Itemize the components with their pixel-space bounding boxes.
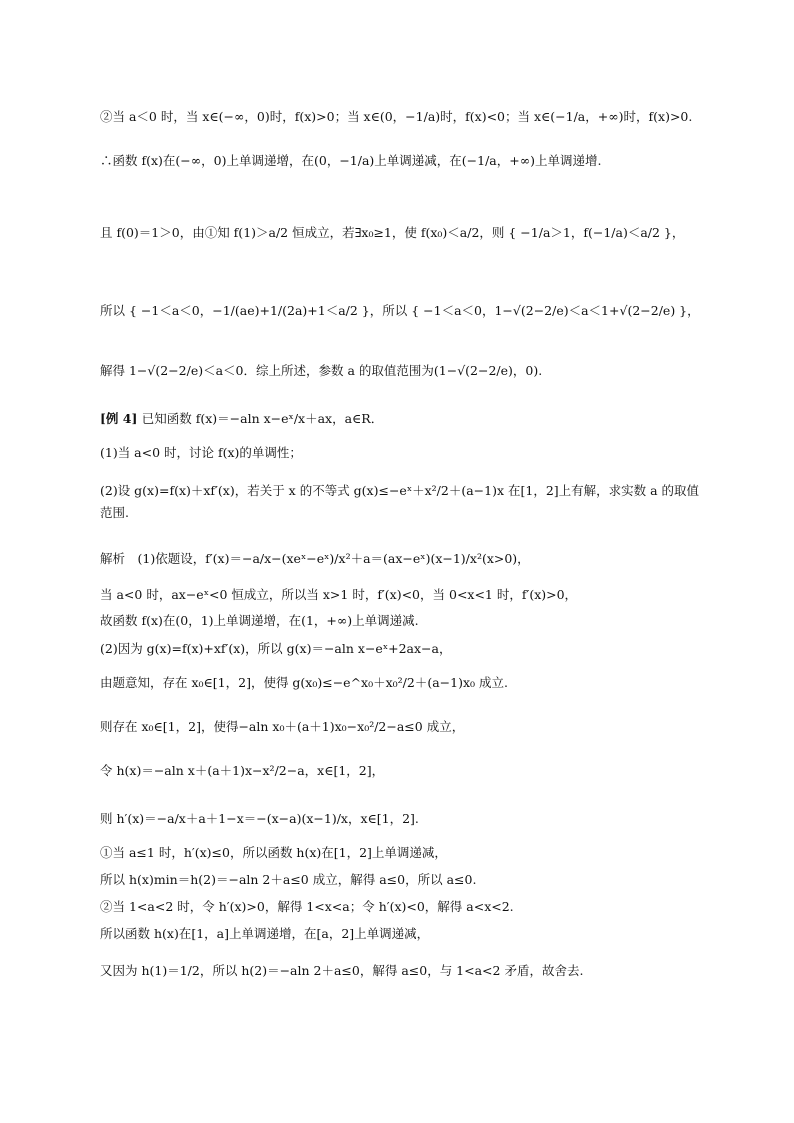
solution-line-5: 由题意知，存在 x₀∈[1，2]，使得 g(x₀)≤−e^x₀＋x₀²/2＋(a−1)x₀ 成立. <box>100 675 508 690</box>
solution-line-12: 所以函数 h(x)在[1，a]上单调递增，在[a，2]上单调递减， <box>100 926 430 941</box>
text-line-4: 所以 { −1＜a＜0，−1/(ae)+1/(2a)+1＜a/2 }，所以 { −1＜a＜0，1−√(2−2/e)＜a＜1+√(2−2/e) }， <box>100 303 700 318</box>
example-4-heading <box>100 410 760 428</box>
example-statement: 已知函数 f(x)＝−aln x−eˣ/x＋ax，a∈R． <box>141 411 384 426</box>
text-line-3: 且 f(0)＝1＞0，由①知 f(1)＞a/2 恒成立，若∃x₀≥1，使 f(x₀)＜a/2，则 { −1/a＞1，f(−1/a)＜a/2 }， <box>100 225 685 240</box>
solution-line-2: 当 a<0 时，ax−eˣ<0 恒成立，所以当 x>1 时，f′(x)<0，当 0<x<1 时，f′(x)>0， <box>100 587 578 602</box>
solution-line-11: ②当 1<a<2 时，令 h′(x)>0，解得 1<x<a；令 h′(x)<0，解得 a<x<2. <box>100 899 514 914</box>
solution-line-9: ①当 a≤1 时，h′(x)≤0，所以函数 h(x)在[1，2]上单调递减， <box>100 845 447 860</box>
example-part-1: (1)当 a<0 时，讨论 f(x)的单调性； <box>100 445 302 460</box>
solution-line-1: 解析 (1)依题设，f′(x)＝−a/x−(xeˣ−eˣ)/x²＋a＝(ax−eˣ)(x−1)/x²(x>0)， <box>100 551 530 566</box>
example-tag: [例 4] <box>100 411 138 426</box>
text-line-1: ②当 a＜0 时，当 x∈(−∞，0)时，f(x)>0；当 x∈(0，−1/a)时，f(x)<0；当 x∈(−1/a，+∞)时，f(x)>0. <box>100 109 693 124</box>
solution-line-6: 则存在 x₀∈[1，2]，使得−aln x₀＋(a＋1)x₀−x₀²/2−a≤0 成立， <box>100 719 465 734</box>
example-part-2: (2)设 g(x)=f(x)＋xf′(x)，若关于 x 的不等式 g(x)≤−eˣ＋x²/2＋(a−1)x 在[1，2]上有解，求实数 a 的取值范围. <box>100 483 700 520</box>
text-line-5: 解得 1−√(2−2/e)＜a＜0．综上所述，参数 a 的取值范围为(1−√(2−2/e)，0). <box>100 363 543 378</box>
solution-line-8: 则 h′(x)＝−a/x＋a＋1−x＝−(x−a)(x−1)/x，x∈[1，2]. <box>100 811 419 826</box>
text-line-2: ∴函数 f(x)在(−∞，0)上单调递增，在(0，−1/a)上单调递减，在(−1/a，+∞)上单调递增. <box>100 153 602 168</box>
solution-line-10: 所以 h(x)min＝h(2)＝−aln 2＋a≤0 成立，解得 a≤0，所以 a≤0. <box>100 872 477 887</box>
solution-line-7: 令 h(x)＝−aln x＋(a＋1)x−x²/2−a，x∈[1，2]， <box>100 763 385 778</box>
solution-line-13: 又因为 h(1)＝1/2，所以 h(2)＝−aln 2＋a≤0，解得 a≤0，与 1<a<2 矛盾，故舍去. <box>100 963 584 978</box>
solution-line-4: (2)因为 g(x)=f(x)+xf′(x)，所以 g(x)＝−aln x−eˣ+2ax−a， <box>100 641 452 656</box>
solution-line-3: 故函数 f(x)在(0，1)上单调递增，在(1，+∞)上单调递减. <box>100 613 419 628</box>
